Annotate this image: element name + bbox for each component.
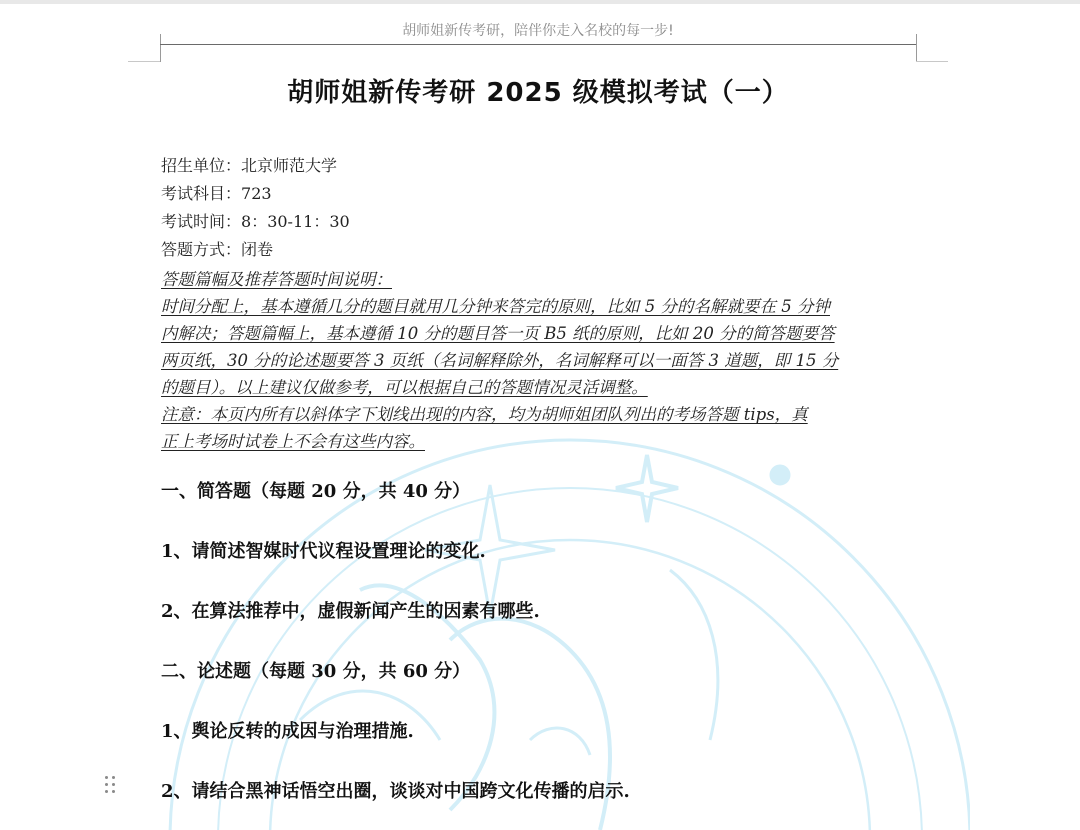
info-row-mode xyxy=(161,236,350,264)
header-corner-left xyxy=(160,34,161,62)
page-header: 胡师姐新传考研，陪伴你走入名校的每一步! xyxy=(402,23,674,39)
tip-line: 内解决；答题篇幅上，基本遵循 10 分的题目答一页 B5 纸的原则，比如 20 分的简答题要答 xyxy=(161,324,835,343)
info-label: 考试科目： xyxy=(161,184,242,203)
header-divider xyxy=(160,44,916,45)
question-short-2: 2、在算法推荐中，虚假新闻产生的因素有哪些. xyxy=(161,601,540,622)
section-heading-essay: 二、论述题（每题 30 分，共 60 分） xyxy=(161,661,471,682)
tip-line: 时间分配上，基本遵循几分的题目就用几分钟来答完的原则，比如 5 分的名解就要在 5 分钟 xyxy=(161,297,830,316)
info-value: 8：30-11：30 xyxy=(241,212,350,231)
tips-heading: 答题篇幅及推荐答题时间说明： xyxy=(161,270,392,289)
tip-line: 的题目）。以上建议仅做参考，可以根据自己的答题情况灵活调整。 xyxy=(161,378,648,397)
header-corner-right xyxy=(916,34,917,62)
margin-guide-right xyxy=(916,61,948,62)
question-short-1: 1、请简述智媒时代议程设置理论的变化. xyxy=(161,541,486,562)
info-label: 招生单位： xyxy=(161,156,242,175)
question-essay-2: 2、请结合黑神话悟空出圈，谈谈对中国跨文化传播的启示. xyxy=(161,781,630,802)
info-row-subject xyxy=(161,180,350,208)
answer-tips xyxy=(161,266,919,455)
margin-guide-left xyxy=(128,61,160,62)
tip-line: 正上考场时试卷上不会有这些内容。 xyxy=(161,432,425,451)
info-label: 答题方式： xyxy=(161,240,242,259)
info-value: 北京师范大学 xyxy=(241,156,338,175)
tip-line: 两页纸，30 分的论述题要答 3 页纸（名词解释除外，名词解释可以一面答 3 道题，即 15 分 xyxy=(161,351,839,370)
info-value: 723 xyxy=(241,184,272,203)
exam-title: 胡师姐新传考研 2025 级模拟考试（一） xyxy=(287,78,789,108)
info-row-unit xyxy=(161,152,350,180)
exam-info xyxy=(161,152,350,264)
drag-handle-icon[interactable] xyxy=(105,776,119,796)
question-essay-1: 1、舆论反转的成因与治理措施. xyxy=(161,721,414,742)
info-row-time xyxy=(161,208,350,236)
tip-line: 注意：本页内所有以斜体字下划线出现的内容，均为胡师姐团队列出的考场答题 tips，真 xyxy=(161,405,808,424)
top-toolbar-edge xyxy=(0,0,1080,4)
info-value: 闭卷 xyxy=(241,240,274,259)
info-label: 考试时间： xyxy=(161,212,242,231)
section-heading-short-answer: 一、简答题（每题 20 分，共 40 分） xyxy=(161,481,471,502)
